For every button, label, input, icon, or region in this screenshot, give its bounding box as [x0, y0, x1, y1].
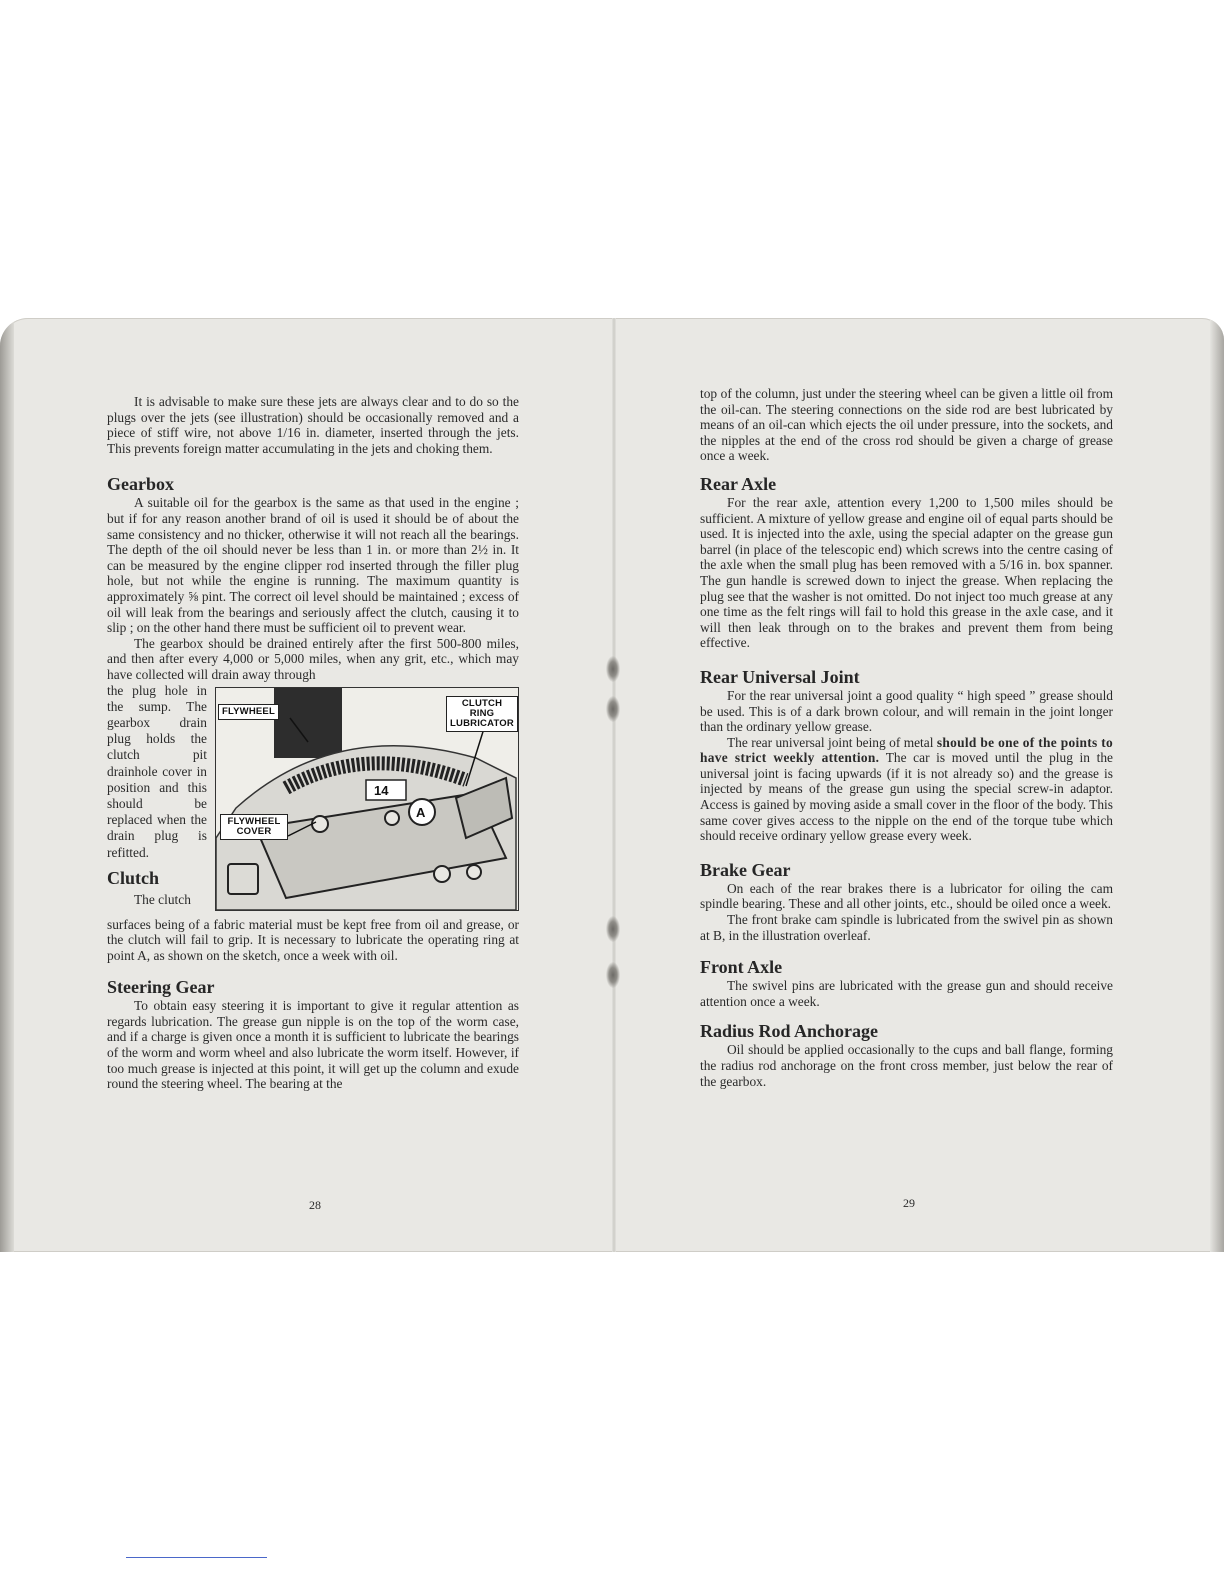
ruj-text-a: The rear universal joint being of metal — [727, 734, 934, 750]
steering-gear-heading: Steering Gear — [107, 977, 215, 998]
steering-continued-paragraph: top of the column, just under the steering wheel can be given a little oil from the oil-can. The steering connections on the side rod are best lubricated by means of an oil-can which ejects the oil under pressure, into the sockets, and the nipples at the end of the cross rod should be given a charge of grease once a week. — [700, 386, 1113, 464]
clutch-ring-lubricator-label: CLUTCH RING LUBRICATOR — [446, 696, 518, 732]
drain-plug — [228, 864, 258, 894]
clutch-paragraph-start: The clutch — [134, 891, 191, 907]
binding-stitch — [606, 962, 620, 988]
gearbox-heading: Gearbox — [107, 474, 174, 495]
point-a-label: A — [416, 804, 426, 820]
rear-universal-joint-paragraph-1: For the rear universal joint a good quality “ high speed ” grease should be used. This is of a dark brown colour, and will remain in the joint longer than the ordinary yellow grease. — [700, 687, 1113, 735]
ruj-text-b: The car is moved until the plug in the universal joint is facing upwards (if it is not already so) and the grease is injected by means of the grease gun using the special screw-in adaptor. Access is gained by moving aside a small cover in the floor of the body. This same cover gives access to the nipple on the end of the torque tube which should receive ordinary yellow grease every week. — [700, 750, 1113, 844]
rear-universal-joint-heading: Rear Universal Joint — [700, 666, 860, 687]
clutch-heading: Clutch — [107, 867, 160, 888]
gearbox-paragraph-2-wrap: the plug hole in the sump. The gearbox drain plug holds the clutch pit drainhole cover in position and this should be replaced when the drain plug is refitted. — [107, 682, 207, 860]
radius-rod-anchorage-heading: Radius Rod Anchorage — [700, 1021, 879, 1042]
right-page — [700, 386, 1113, 1089]
brake-gear-heading: Brake Gear — [700, 859, 791, 880]
radius-rod-anchorage-paragraph: Oil should be applied occasionally to the cups and ball flange, forming the radius rod anchorage on the front cross member, just below the rear of the gearbox. — [700, 1042, 1113, 1089]
left-page — [107, 394, 519, 1092]
clutch-illustration — [215, 687, 519, 911]
intro-paragraph: It is advisable to make sure these jets are always clear and to do so the plugs over the jets (see illustration) should be occasionally removed and a piece of stiff wire, not above 1/16 in. diameter, inserted through the jets. This prevents foreign matter accumulating in the jets and choking them. — [107, 394, 519, 456]
rear-universal-joint-paragraph-2 — [700, 735, 1113, 844]
binding-stitch — [606, 916, 620, 942]
clutch-paragraph: surfaces being of a fabric material must be kept free from oil and grease, or the clutch will fail to grip. It is necessary to lubricate the operating ring at point A, as shown on the sketch, once a week with oil. — [107, 916, 519, 963]
gearbox-paragraph-1: A suitable oil for the gearbox is the same as that used in the engine ; but if for any reason another brand of oil is used it should be of about the same consistency and no thicker, otherwise it will not reach all the bearings. The depth of the oil should never be less than 1 in. or more than 2½ in. It can be measured by the engine clipper rod inserted through the filler plug hole, but not while the engine is running. The maximum quantity is approximately ⅝ pint. The correct oil level should be maintained ; excess of oil will leak from the bearings and seriously affect the clutch, causing it to slip ; on the other hand there must be sufficient oil to prevent wear. — [107, 495, 519, 636]
page-number-right: 29 — [903, 1196, 915, 1210]
front-axle-paragraph: The swivel pins are lubricated with the grease gun and should receive attention once a week. — [700, 978, 1113, 1009]
bolt-head — [385, 811, 399, 825]
link-underline — [126, 1557, 267, 1558]
bolt-head — [467, 865, 481, 879]
binding-stitch — [606, 656, 620, 682]
bolt-head — [434, 866, 450, 882]
gearbox-paragraph-2: The gearbox should be drained entirely after the first 500-800 miles, and then after every 4,000 or 5,000 miles, when any grit, etc., which may have collected will drain away through — [107, 635, 519, 682]
shaft-housing — [274, 688, 342, 758]
bolt-head — [312, 816, 328, 832]
steering-gear-paragraph: To obtain easy steering it is important to give it regular attention as regards lubrication. The grease gun nipple is on the top of the worm case, and if a charge is given once a month it is sufficient to lubricate the bearings of the worm and worm wheel and also lubricate the worm itself. However, if too much grease is injected at this point, it will get up the column and exude round the steering wheel. The bearing at the — [107, 998, 519, 1092]
figure-wrap — [107, 683, 519, 917]
front-axle-heading: Front Axle — [700, 957, 783, 978]
rear-axle-heading: Rear Axle — [700, 473, 777, 494]
flywheel-cover-label: FLYWHEEL COVER — [220, 814, 288, 840]
drawing-marking: 14 — [374, 782, 389, 798]
brake-gear-paragraph-1: On each of the rear brakes there is a lubricator for oiling the cam spindle bearing. These and all other joints, etc., should be oiled once a week. — [700, 880, 1113, 912]
brake-gear-paragraph-2: The front brake cam spindle is lubricated from the swivel pin as shown at B, in the illustration overleaf. — [700, 912, 1113, 943]
booklet-spread — [0, 318, 1224, 1252]
ruj-emphasis: should be one of the points to have strict weekly attention. — [700, 734, 1114, 766]
rear-axle-paragraph: For the rear axle, attention every 1,200 to 1,500 miles should be sufficient. A mixture of yellow grease and engine oil of equal parts should be used. It is injected into the axle, using the special adapter on the grease gun barrel (in place of the telescopic end) which screws into the centre casing of the axle when the small plug has been removed with a 5/16 in. box spanner. The gun handle is screwed down to inject the grease. When replacing the plug see that the washer is not omitted. Do not inject too much grease at any one time as the felt rings will fail to hold this grease in the axle case, and it will then leak through on to the brakes and prevent them from being effective. — [700, 494, 1113, 651]
book-gutter — [612, 318, 616, 1252]
flywheel-label: FLYWHEEL — [218, 704, 279, 720]
page-number-left: 28 — [309, 1198, 321, 1212]
binding-stitch — [606, 696, 620, 722]
